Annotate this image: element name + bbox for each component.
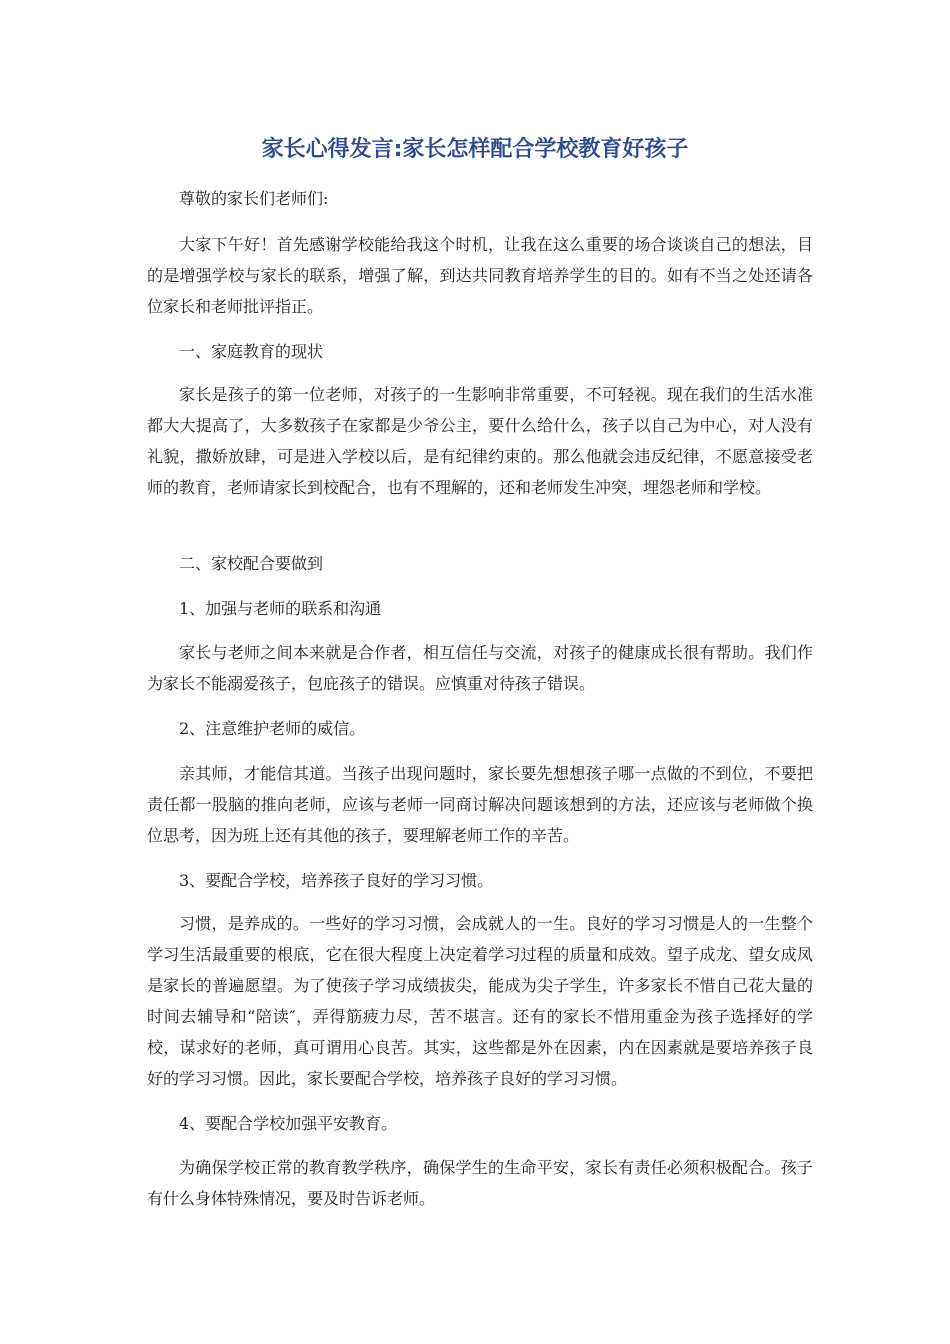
salutation-paragraph: 尊敬的家长们老师们: (179, 189, 329, 208)
section-heading-1: 一、家庭教育的现状 (179, 342, 324, 361)
document-title: 家长心得发言:家长怎样配合学校教育好孩子 (261, 137, 689, 162)
section-heading-2: 二、家校配合要做到 (179, 554, 324, 573)
subheading-2: 2、注意维护老师的威信。 (179, 719, 366, 738)
study-habits-paragraph: 习惯，是养成的。一些好的学习习惯，会成就人的一生。良好的学习习惯是人的一生整个学习生活最重要的根底，它在很大程度上决定着学习过程的质量和成效。望子成龙、望女成凤是家长的普遍愿望。为了使孩子学习成绩拔尖，能成为尖子学生，许多家长不惜自己花大量的时间去辅导和“陪读″，弄得筋疲力尽，苦不堪言。还有的家长不惜用重金为孩子选择好的学校，谋求好的老师，真可谓用心良苦。其实，这些都是外在因素，内在因素就是要培养孩子良好的学习习惯。因此，家长要配合学校，培养孩子良好的学习习惯。 (147, 914, 813, 1088)
safety-paragraph: 为确保学校正常的教育教学秩序，确保学生的生命平安，家长有责任必须积极配合。孩子有什么身体特殊情况，要及时告诉老师。 (147, 1158, 813, 1208)
family-education-paragraph: 家长是孩子的第一位老师，对孩子的一生影响非常重要，不可轻视。现在我们的生活水准都大大提高了，大多数孩子在家都是少爷公主，要什么给什么，孩子以自己为中心，对人没有礼貌，撒娇放肆，可是进入学校以后，是有纪律约束的。那么他就会违反纪律，不愿意接受老师的教育，老师请家长到校配合，也有不理解的，还和老师发生冲突，埋怨老师和学校。 (147, 385, 813, 497)
subheading-4: 4、要配合学校加强平安教育。 (179, 1114, 398, 1133)
subheading-3: 3、要配合学校，培养孩子良好的学习习惯。 (179, 871, 494, 890)
teacher-authority-paragraph: 亲其师，才能信其道。当孩子出现问题时，家长要先想想孩子哪一点做的不到位，不要把责任都一股脑的推向老师，应该与老师一同商讨解决问题该想到的方法，还应该与老师做个换位思考，因为班上还有其他的孩子，要理解老师工作的辛苦。 (147, 764, 813, 845)
opening-paragraph: 大家下午好！首先感谢学校能给我这个时机，让我在这么重要的场合谈谈自己的想法，目的是增强学校与家长的联系，增强了解，到达共同教育培养学生的目的。如有不当之处还请各位家长和老师批评指正。 (147, 235, 813, 316)
communication-paragraph: 家长与老师之间本来就是合作者，相互信任与交流，对孩子的健康成长很有帮助。我们作为家长不能溺爱孩子，包庇孩子的错误。应慎重对待孩子错误。 (147, 643, 813, 693)
subheading-1: 1、加强与老师的联系和沟通 (179, 599, 382, 618)
